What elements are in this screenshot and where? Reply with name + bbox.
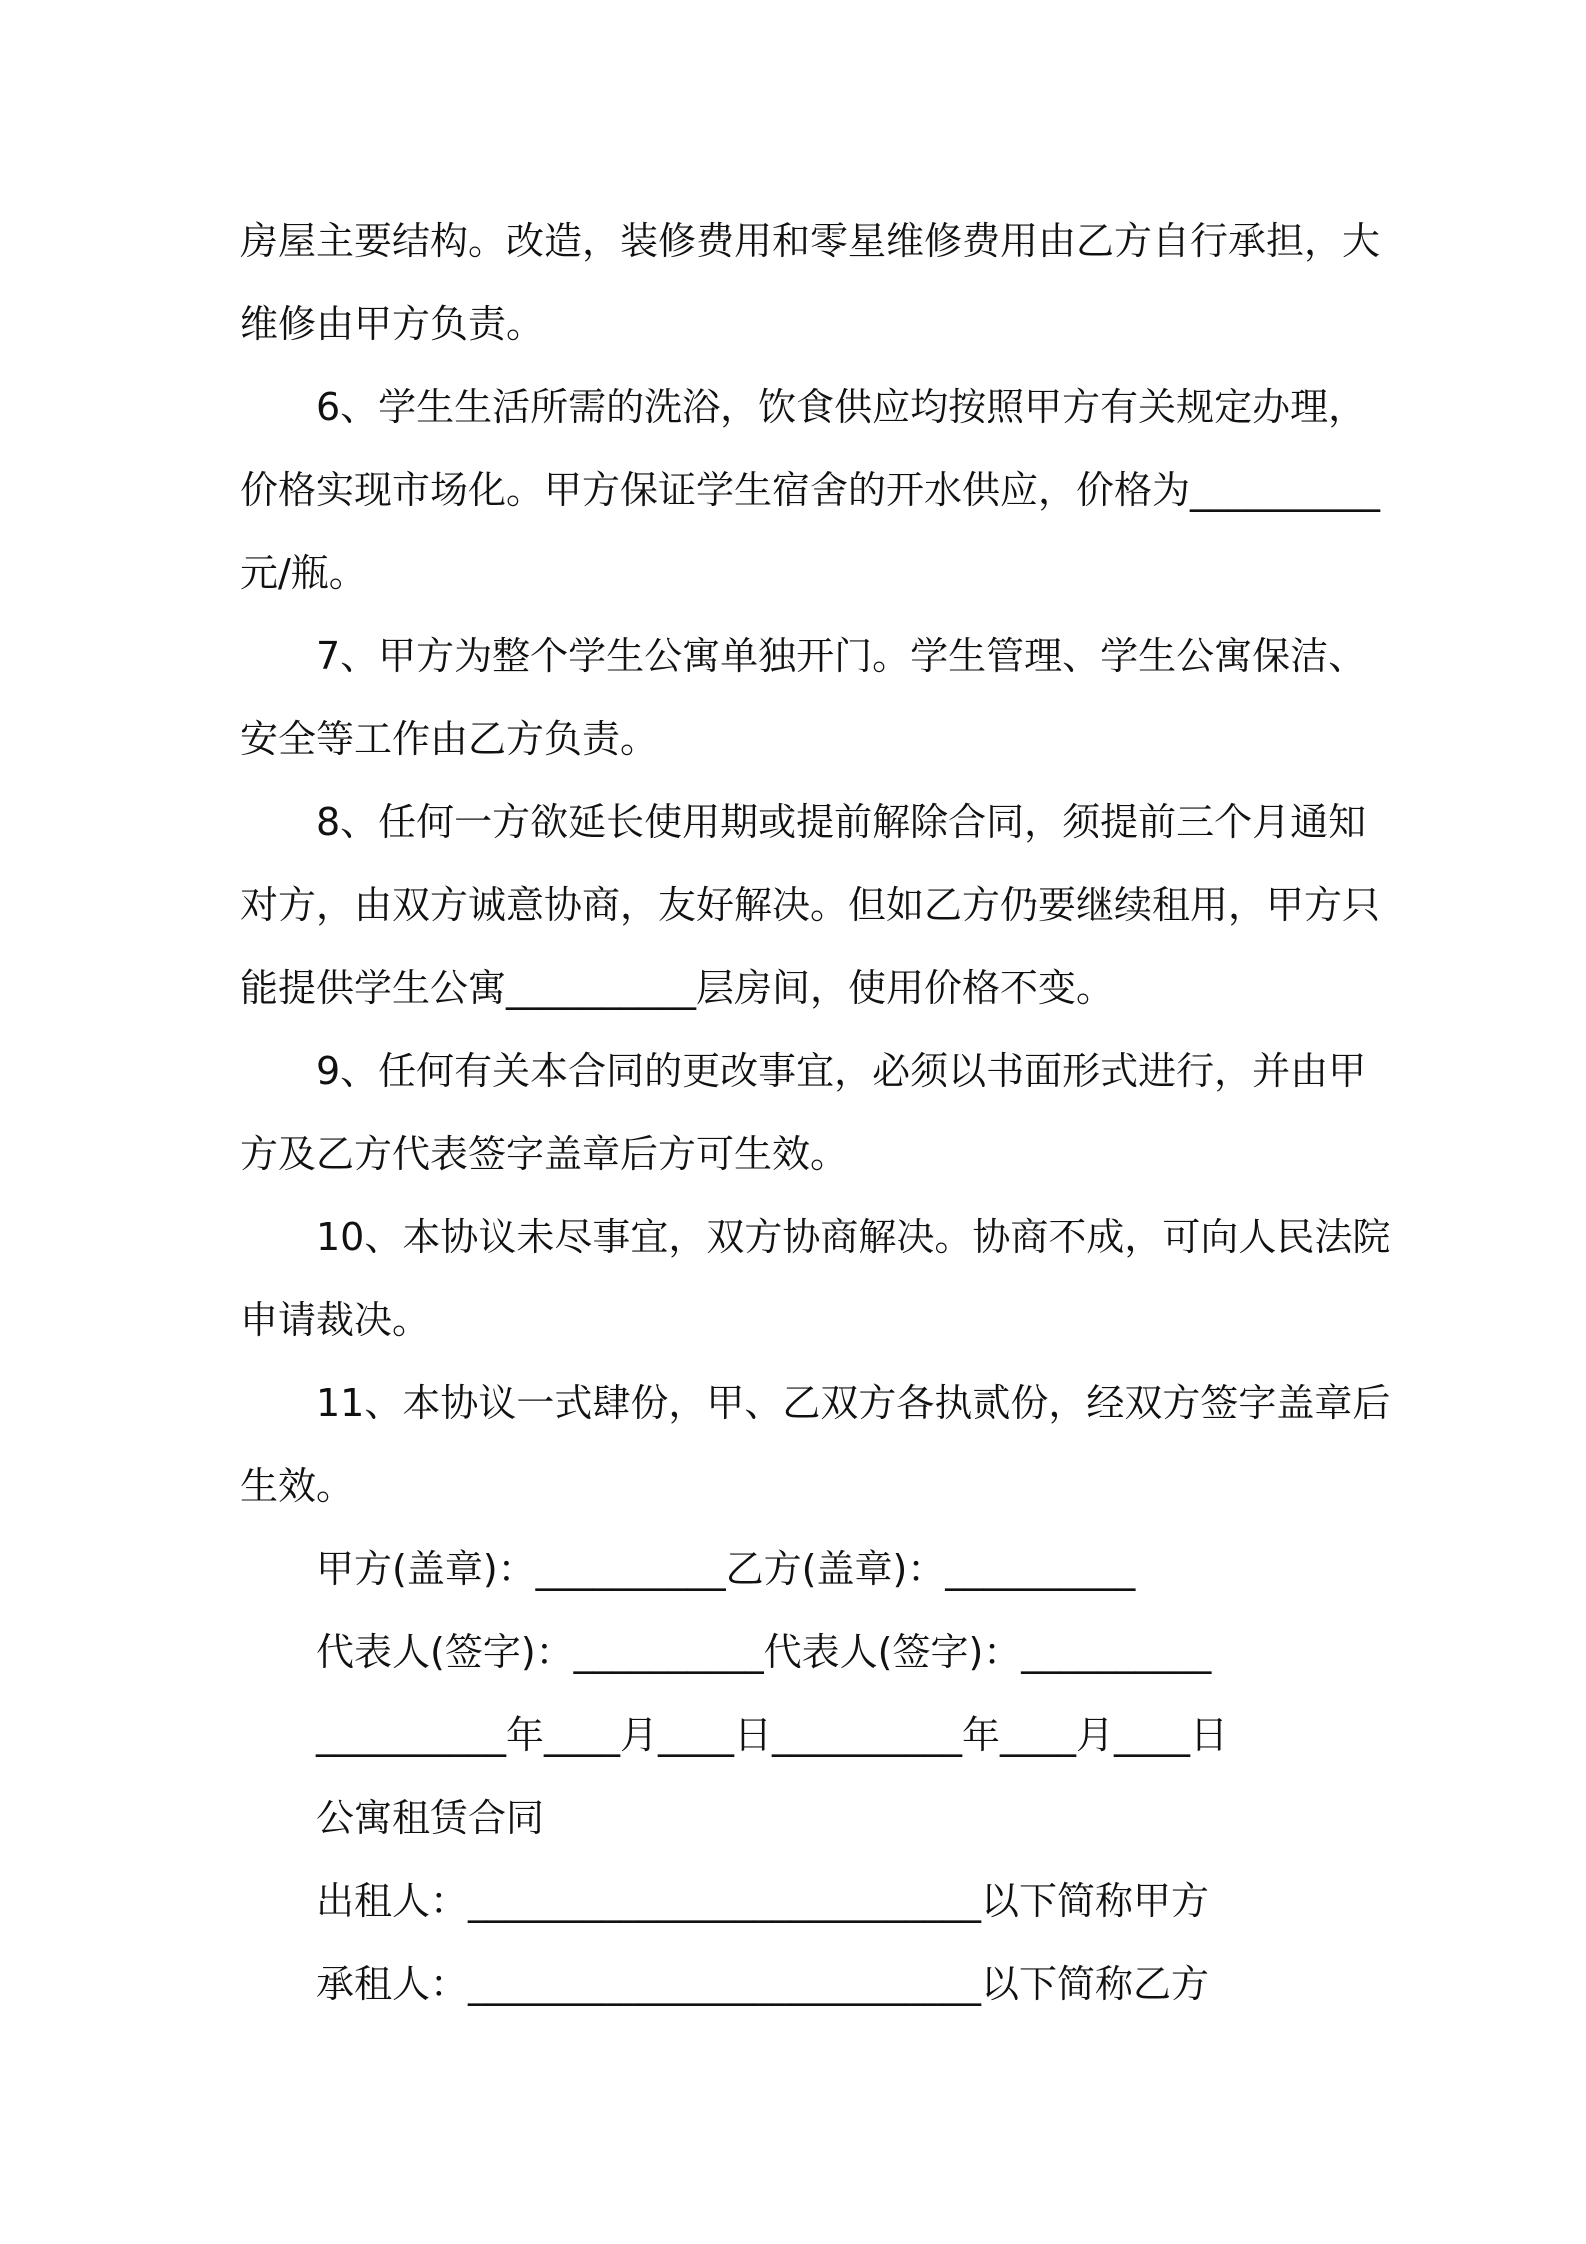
clause-8: 8、任何一方欲延长使用期或提前解除合同，须提前三个月通知 bbox=[316, 800, 1367, 844]
text-line: 元/瓶。 bbox=[240, 551, 367, 595]
signature-representative-line: 代表人(签字)：__________代表人(签字)：__________ bbox=[316, 1630, 1212, 1674]
text-line: 能提供学生公寓__________层房间，使用价格不变。 bbox=[240, 966, 1115, 1010]
text-line: 维修由甲方负责。 bbox=[240, 302, 545, 346]
contract-title: 公寓租赁合同 bbox=[316, 1796, 545, 1840]
clause-9: 9、任何有关本合同的更改事宜，必须以书面形式进行，并由甲 bbox=[316, 1049, 1367, 1093]
text-line: 生效。 bbox=[240, 1464, 355, 1508]
signature-date-line: __________年____月____日__________年____月____日 bbox=[316, 1713, 1229, 1757]
clause-10: 10、本协议未尽事宜，双方协商解决。协商不成，可向人民法院 bbox=[316, 1215, 1391, 1259]
clause-11: 11、本协议一式肆份，甲、乙双方各执贰份，经双方签字盖章后 bbox=[316, 1381, 1391, 1425]
lessee-line: 承租人：___________________________以下简称乙方 bbox=[316, 1962, 1210, 2006]
text-line: 价格实现市场化。甲方保证学生宿舍的开水供应，价格为__________ bbox=[240, 468, 1381, 512]
clause-7: 7、甲方为整个学生公寓单独开门。学生管理、学生公寓保洁、 bbox=[316, 634, 1367, 678]
text-line: 对方，由双方诚意协商，友好解决。但如乙方仍要继续租用，甲方只 bbox=[240, 883, 1381, 927]
clause-6: 6、学生生活所需的洗浴，饮食供应均按照甲方有关规定办理， bbox=[316, 385, 1367, 429]
signature-seal-line: 甲方(盖章)：__________乙方(盖章)：__________ bbox=[316, 1547, 1136, 1591]
text-line: 房屋主要结构。改造，装修费用和零星维修费用由乙方自行承担，大 bbox=[240, 219, 1381, 263]
text-line: 方及乙方代表签字盖章后方可生效。 bbox=[240, 1132, 849, 1176]
text-line: 安全等工作由乙方负责。 bbox=[240, 717, 659, 761]
document-page bbox=[240, 200, 1391, 2026]
lessor-line: 出租人：___________________________以下简称甲方 bbox=[316, 1879, 1210, 1923]
text-line: 申请裁决。 bbox=[240, 1298, 431, 1342]
